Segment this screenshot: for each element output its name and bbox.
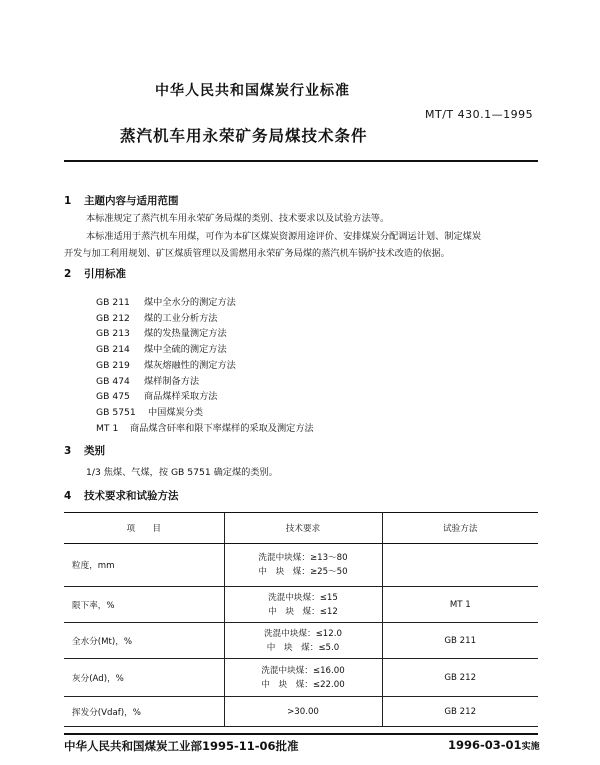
req-line: 中 块 煤：≤22.00 [261,679,345,690]
ref-item [96,373,199,387]
ref-name: 煤的发热量测定方法 [144,328,227,339]
table-row [64,623,538,659]
section-1-para-2-line-2: 开发与加工利用规划、矿区煤质管理以及需燃用永荣矿务局煤的蒸汽机车锅炉技术改造的依据。 [64,248,450,259]
section-title: 技术要求和试验方法 [84,490,179,502]
implementation-date: 1996-03-01 [448,738,522,752]
footer-rule [64,733,538,735]
section-3-para: 1/3 焦煤、气煤，按 GB 5751 确定煤的类别。 [86,467,278,478]
row-requirement [224,697,382,727]
row-requirement [224,544,382,587]
row-method: GB 211 [382,623,538,659]
row-item: 灰分(Ad)，% [64,659,224,697]
section-1-heading [64,193,179,208]
ref-item [96,310,218,324]
section-title: 主题内容与适用范围 [84,195,179,207]
ref-name: 煤中全水分的测定方法 [144,297,236,308]
header-requirement: 技术要求 [224,513,382,544]
row-method: GB 212 [382,697,538,727]
ref-item [96,325,227,339]
row-method [382,544,538,587]
section-number: 4 [64,490,72,502]
approval-line: 中华人民共和国煤炭工业部1995-11-06批准 [64,739,299,753]
ref-code: GB 219 [96,360,130,371]
req-line: 洗混中块煤：≥13～80 [258,553,348,563]
ref-item [96,341,227,355]
row-requirement [224,623,382,659]
header-method: 试验方法 [382,513,538,544]
req-line: 洗混中块煤：≤15 [268,592,338,603]
row-item: 全水分(Mt)，% [64,623,224,659]
section-title: 引用标准 [84,268,126,280]
row-method: MT 1 [382,587,538,623]
ref-code: GB 211 [96,297,130,308]
header-item: 项 目 [64,513,224,544]
ref-code: GB 475 [96,391,130,402]
section-3-heading [64,443,105,458]
req-line: >30.00 [287,706,319,717]
row-requirement [224,587,382,623]
document-title: 蒸汽机车用永荣矿务局煤技术条件 [120,127,368,145]
header-rule [64,160,538,162]
ref-code: MT 1 [96,423,119,434]
section-number: 1 [64,195,72,207]
ref-item [96,404,203,418]
row-requirement [224,659,382,697]
req-line: 洗混中块煤：≤12.0 [264,628,342,639]
table-row [64,587,538,623]
ref-code: GB 213 [96,328,130,339]
req-line: 中 块 煤：≤12 [268,606,338,617]
ref-code: GB 214 [96,344,130,355]
ref-name: 煤灰熔融性的测定方法 [144,360,236,371]
table-header-row [64,513,538,544]
section-2-heading [64,266,126,281]
table-row [64,697,538,727]
row-method: GB 212 [382,659,538,697]
ref-name: 煤中全硫的测定方法 [144,344,227,355]
section-4-heading [64,488,179,503]
section-number: 2 [64,268,72,280]
req-line: 洗混中块煤：≤16.00 [261,665,345,676]
ref-name: 中国煤炭分类 [148,407,204,418]
ref-name: 商品煤含矸率和限下率煤样的采取及测定方法 [130,423,314,434]
row-item: 限下率，% [64,587,224,623]
ref-item [96,294,236,308]
req-line: 中 块 煤：≥25～50 [258,567,348,577]
table-row [64,659,538,697]
implementation-label: 实施 [521,742,540,752]
row-item: 粒度，mm [64,544,224,587]
section-1-para-2-line-1: 本标准适用于蒸汽机车用煤，可作为本矿区煤炭资源用途评价、安排煤炭分配调运计划、制定煤炭 [86,231,482,242]
row-item: 挥发分(Vdaf)，% [64,697,224,727]
spec-table [64,512,538,727]
req-line: 中 块 煤：≤5.0 [266,642,340,653]
ref-item [96,357,236,371]
ref-name: 煤样制备方法 [144,376,200,387]
table-row [64,544,538,587]
ref-code: GB 474 [96,376,130,387]
section-number: 3 [64,445,72,457]
standard-code: MT/T 430.1—1995 [425,108,534,121]
industry-standard-header: 中华人民共和国煤炭行业标准 [155,83,350,99]
ref-name: 商品煤样采取方法 [144,391,218,402]
section-title: 类别 [84,445,105,457]
section-1-para-1: 本标准规定了蒸汽机车用永荣矿务局煤的类别、技术要求以及试验方法等。 [86,213,390,224]
ref-code: GB 5751 [96,407,136,418]
ref-code: GB 212 [96,313,130,324]
ref-item [96,388,218,402]
ref-name: 煤的工业分析方法 [144,313,218,324]
ref-item [96,420,314,434]
implementation-line [448,738,540,752]
